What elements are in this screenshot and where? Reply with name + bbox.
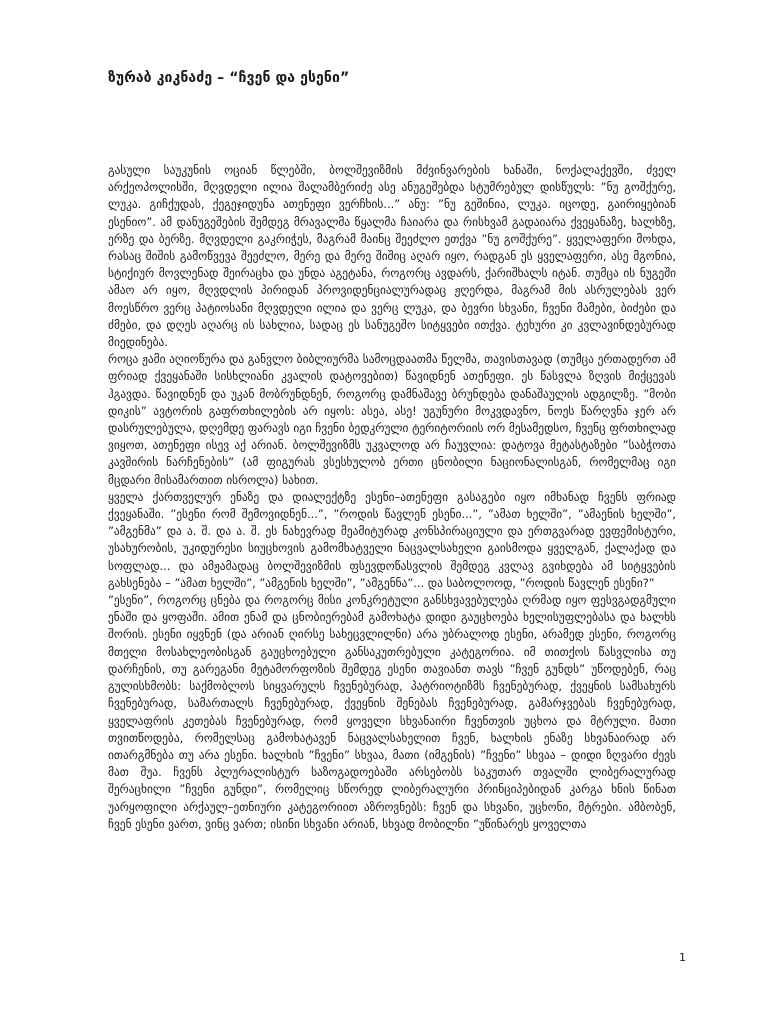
body-paragraph: ”ესენი”, როგორც ცნება და როგორც მისი კონკრეტული განსხვავებულება ღრმად იყო ფესვგადგმული ენაში და ყოფაში. ამით ენამ და ცნობიერებამ გამოხატა დიდი გაუცხოება ხელისუფლებასა და ხალხს შორის. ესენი იყვნენ (და არიან ღირსე სახეცვლილნი) არა უბრალოდ ესენი, არამედ ესენი, როგორც მთელი მოსახლეობისგან გაუცხოებული განსაკუთრებული კატეგორია. იმ თითქოს წასვლისა თუ დარჩენის, თუ გარეგანი მეტამორფოზის შემდეგ ესენი თავიანთ თავს ”ჩვენ გუნდს” უწოდებენ, რაც გულისხმობს: საქმობლოს სიყვარულს ჩვენებურად, პატრიოტიზმს ჩვენებურად, ქვეყნის სამსახურს ჩვენებურად, სამართალს ჩვენებურად, ქვეყნის შენებას ჩვენებურად, გამარჯვებას ჩვენებურად, ყველაფრის კეთებას ჩვენებურად, რომ ყოველი სხვანაირი ჩვენთვის უცხოა და მტრული. მათი თვითწოდება, რომელსაც გამოხატავენ ნაცვალსახელით ჩვენ, ხალხის ენაზე სხვანაირად არ ითარგმნება თუ არა ესენი. ხალხის ”ჩვენი” სხვაა, მათი (იმგენის) ”ჩვენი” სხვაა – დიდი ზღვარი ძევს მათ შუა. ჩვენს პლურალისტურ საზოგადოებაში არსებობს საკუთარ თვალში ლიბერალურად შერაცხილი ”ჩვენი გუნდი”, რომელიც სწორედ ლიბერალური პრინციპებიდან კარგა ხნის წინათ უარყოფილი არქაულ–ეთნიური კატეგორიით აზროვნებს: ჩვენ და სხვანი, უცხონი, მტრები. ამბობენ, ჩვენ ესენი ვართ, ვინც ვართ; ისინი სხვანი არიან, სხვად მობილნი ”უწინარეს ყოველთა xyxy=(108,593,676,831)
document-body xyxy=(108,162,676,833)
document-title: ზურაბ კიკნაძე – “ჩვენ და ესენი” xyxy=(108,70,350,86)
body-paragraph: ყველა ქართველურ ენაზე და დიალექტზე ესენი–ათენეფი გასაგები იყო იმხანად ჩვენს ფრიად ქვეყანაში. ”ესენი რომ შემოვიდნენ...”, ”როდის წავლენ ესენი...”, ”ამათ ხელში”, ”ამაენის ხელში”, ”ამგენმა” და ა. შ. და ა. შ. ეს ნახევრად მეამიტურად კონსპირაციული და ერთგვარად ევფემისტური, უსახურობის, უკიდურესი სიუცხოვის გამომხატველი ნაცვალსახელი გაისმოდა ყველგან, ქალაქად და სოფლად... და ამჟამადაც ბოლშევიზმის ფსევდოწასვლის შემდეგ კვლავ გვიხდება ამ სიტყვების გახსენება – ”ამათ ხელში”, ”ამგენის ხელში”, ”ამგენნა”... და საბოლოოდ, ”როდის წავლენ ესენი?” xyxy=(108,489,676,590)
page-number: 1 xyxy=(679,951,686,964)
body-paragraph: გასული საუკუნის ოციან წლებში, ბოლშევიზმის მძვინვარების ხანაში, ნოქალაქევში, ძველ არქეოპოლისში, მღვდელი ილია შალამბერიძე ასე ანუგეშებდა სტუმრებულ დისწულს: ”ნუ გოშქურე, ლუკა. გიჩქუდას, ქეგეჯიდუნა ათენეფი ვერჩხის...” ანუ: ”ნუ გეშინია, ლუკა. იცოდე, გაირიყებიან ესენიო”. ამ დანუგეშების შემდეგ მრავალმა წყალმა ჩაიარა და რისხვამ გადაიარა ქვეყანაზე, ხალხზე, ერზე და ბერზე. მღვდელი გაკრიჭეს, მაგრამ მაინც შეეძლო ეთქვა ”ნუ გოშქურე”. ყველაფერი მოხდა, რასაც შიშის გამოწვევა შეეძლო, მერე და მერე შიშიც აღარ იყო, რადგან ეს ყველაფერი, ასე მგონია, სტიქიურ მოვლენად შეირაცხა და უნდა აგეტანა, როგორც ავდარს, ქარიშხალს იტან. თუმცა ის ნუგეში ამაო არ იყო, მღვდლის პირიდან პროვიდენციალურადაც ჟღერდა, მაგრამ მის ასრულებას ვერ მოესწრო ვერც პატიოსანი მღვდელი ილია და ვერც ლუკა, და ბევრი სხვანი, ჩვენი მამები, ბიძები და ძმები, და დღეს აღარც ის სახლია, სადაც ეს სანუგეშო სიტყვები ითქვა. ტეხური კი კვლავინდებურად მიედინება. xyxy=(108,163,676,350)
body-paragraph: როცა ჟამი აღიოწურა და განვლო ბიბლიურმა სამოცდაათმა წელმა, თავისთავად (თუმცა ერთადერთ ამ ფრიად ქვეყანაში სისხლიანი კვალის დატოვებით) წავიდნენ ათენეფი. ეს წასვლა ზღვის მიქცევას ჰგავდა. წავიდნენ და უკან მობრუნდნენ, როგორც დამნაშავე ბრუნდება დანაშაულის ადგილზე. ”მობი დიკის” ავტორის გაფრთხილების არ იყოს: ასეა, ასე! უგუნური მოკვდავნო, ნოეს წარღვნა ჯერ არ დასრულებულა, დღემდე ფარავს იგი ჩვენი ბედკრული ტერიტორიის ორ მესამედსო, ჩვენც ფრთხილად ვიყოთ, ათენეფი ისევ აქ არიან. ბოლშევიზმს უკვალოდ არ ჩაუვლია: დატოვა მეტასტაზები ”საბჭოთა კავშირის ნარჩენების” (ამ ფიგურას ვსესხულობ ერთი ცნობილი ნაციონალისგან, რომელმაც იგი მცდარი მისამართით ისროლა) სახით. xyxy=(108,352,676,487)
